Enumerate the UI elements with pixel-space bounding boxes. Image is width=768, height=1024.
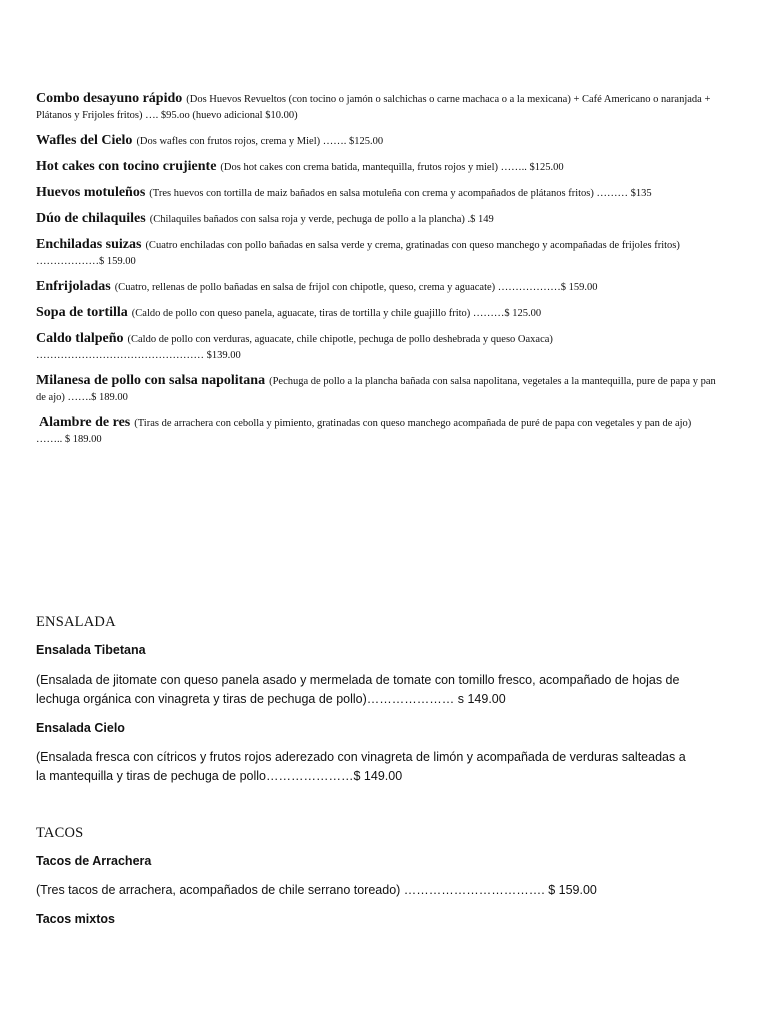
menu-item-name: Caldo tlalpeño (36, 331, 124, 346)
menu-item-description: (Cuatro, rellenas de pollo bañadas en salsa de frijol con chipotle, queso, crema y aguacate) ………………$ 159.00 (114, 282, 598, 293)
menu-item-milanesa (36, 373, 716, 405)
menu-item-description: (Tiras de arrachera con cebolla y pimiento, gratinadas con queso manchego acompañada de puré de papa con vegetales y pan de ajo) …….. $ 189.00 (36, 418, 692, 445)
menu-item-name: Huevos motuleños (36, 185, 146, 200)
menu-item-name: Sopa de tortilla (36, 305, 128, 320)
menu-item-name: Enchiladas suizas (36, 237, 142, 252)
menu-item-description: (Chilaquiles bañados con salsa roja y verde, pechuga de pollo a la plancha) .$ 149 (149, 214, 494, 225)
menu-item-description: (Cuatro enchiladas con pollo bañadas en salsa verde y crema, gratinadas con queso manchego y acompañadas de frijoles fritos) ………………$ 159.00 (36, 240, 680, 267)
menu-item-name: Wafles del Cielo (36, 133, 133, 148)
menu-item-title-tacos-mixtos: Tacos mixtos (36, 912, 115, 926)
menu-item-sopa-tortilla (36, 305, 716, 321)
menu-item-name: Milanesa de pollo con salsa napolitana (36, 373, 266, 388)
menu-item-description: (Tres huevos con tortilla de maiz bañados en salsa motuleña con crema y acompañados de plátanos fritos) ……… $135 (149, 188, 652, 199)
menu-item-description: (Dos hot cakes con crema batida, mantequilla, frutos rojos y miel) …….. $125.00 (220, 162, 564, 173)
menu-item-name: Dúo de chilaquiles (36, 211, 146, 226)
menu-item-huevos-motulenos (36, 185, 716, 201)
menu-item-description: (Dos Huevos Revueltos (con tocino o jamón o salchichas o carne machaca o a la mexicana) + Café Americano o naranjada + Plátanos y Frijoles fritos) …. $95.oo (huevo adicional $10.00) (36, 94, 711, 121)
menu-item-name: Enfrijoladas (36, 279, 111, 294)
menu-item-title-ensalada-tibetana: Ensalada Tibetana (36, 643, 146, 657)
menu-item-description: (Caldo de pollo con queso panela, aguacate, tiras de tortilla y chile guajillo frito) ………$ 125.00 (131, 308, 542, 319)
menu-item-name: Combo desayuno rápido (36, 91, 183, 106)
menu-item-description: (Caldo de pollo con verduras, aguacate, chile chipotle, pechuga de pollo deshebrada y queso Oaxaca) ………………………………………… $139.00 (36, 334, 553, 361)
section-heading-tacos: TACOS (36, 825, 84, 841)
menu-item-alambre-res (36, 415, 716, 447)
menu-item-description-ensalada-cielo: (Ensalada fresca con cítricos y frutos rojos aderezado con vinagreta de limón y acompañada de verduras salteadas a la mantequilla y tiras de pechuga de pollo…………………$ 149.00 (36, 750, 686, 783)
menu-item-title-tacos-arrachera: Tacos de Arrachera (36, 854, 152, 868)
menu-item-name: Hot cakes con tocino crujiente (36, 159, 217, 174)
menu-item-description: (Pechuga de pollo a la plancha bañada con salsa napolitana, vegetales a la mantequilla, pure de papa y pan de ajo) …….$ 189.00 (36, 376, 716, 403)
menu-item-enfrijoladas (36, 279, 716, 295)
menu-item-hot-cakes (36, 159, 716, 175)
breakfast-menu-list (36, 91, 716, 457)
menu-item-description-tacos-arrachera: (Tres tacos de arrachera, acompañados de chile serrano toreado) ……………………………. $ 159.00 (36, 883, 597, 897)
menu-item-description-ensalada-tibetana: (Ensalada de jitomate con queso panela asado y mermelada de tomate con tomillo fresco, acompañado de hojas de lechuga orgánica con vinagreta y tiras de pechuga de pollo)………………… s 149.00 (36, 673, 680, 706)
section-heading-ensalada: ENSALADA (36, 614, 116, 630)
menu-item-duo-chilaquiles (36, 211, 716, 227)
menu-item-description: (Dos wafles con frutos rojos, crema y Miel) ……. $125.00 (136, 136, 384, 147)
menu-item-name: Alambre de res (39, 415, 131, 430)
menu-item-title-ensalada-cielo: Ensalada Cielo (36, 721, 125, 735)
menu-item-combo-desayuno (36, 91, 716, 123)
menu-item-caldo-tlalpeno (36, 331, 716, 363)
menu-item-wafles (36, 133, 716, 149)
menu-item-enchiladas-suizas (36, 237, 716, 269)
